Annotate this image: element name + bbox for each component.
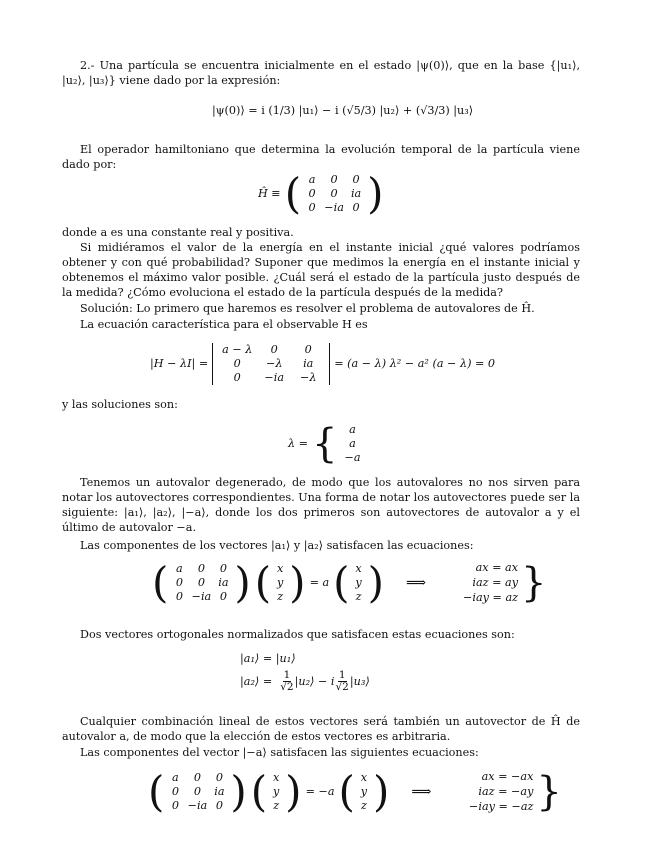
vector-component: x: [360, 771, 368, 784]
matrix-cell: 0: [175, 576, 183, 589]
det-lhs: |H − λI| =: [150, 357, 209, 370]
left-paren: (: [250, 767, 268, 816]
vector-component: y: [277, 576, 284, 589]
det-rhs: = (a − λ) λ² − a² (a − λ) = 0: [334, 357, 496, 370]
implies-arrow: ⟹: [405, 575, 427, 591]
right-paren: ): [285, 767, 302, 816]
matrix-cell: ia: [350, 187, 362, 200]
matrix-cell: 0: [215, 771, 223, 784]
eigenvalue: −a: [344, 451, 361, 464]
matrix-cell: −ia: [191, 590, 212, 603]
eigen-system-1: [152, 558, 547, 607]
vector-a2-lhs: |a₂⟩ =: [240, 674, 273, 688]
numerator: 1: [338, 669, 346, 681]
right-paren: ): [372, 767, 390, 816]
denominator: √2: [335, 681, 349, 693]
vector-component: x: [355, 562, 362, 575]
linear-combination-note: Cualquier combinación lineal de estos vectores será también un autovector de Ĥ de autovalor a, de modo que la elección de estos vectores es arbitraria.: [62, 715, 580, 743]
orthogonal-vectors: [240, 652, 370, 693]
det-cell: 0: [304, 343, 312, 356]
system-lines: [453, 770, 533, 814]
right-paren: ): [234, 558, 251, 607]
degenerate-note: Tenemos un autovalor degenerado, de modo que los autovalores no nos sirven para notar los autovectores correspondientes. Una forma de notar los autovectores puede ser la siguiente: |a₁⟩, |a₂⟩, |−a⟩, donde los dos primeros son autovectores de autovalor a y el último de autovalor −a.: [62, 476, 580, 534]
eq-label: = a: [309, 576, 330, 589]
characteristic-intro: La ecuación característica para el observable H es: [80, 318, 368, 331]
vector-xyz: [267, 771, 285, 813]
solutions-label: y las soluciones son:: [62, 398, 178, 411]
matrix-cell: 0: [197, 562, 205, 575]
left-paren: (: [148, 767, 165, 816]
lambda-lhs: λ =: [288, 437, 309, 450]
orthogonal-intro: Dos vectores ortogonales normalizados que satisfacen estas ecuaciones son:: [80, 628, 515, 641]
eigenvalues-equation: [288, 423, 363, 465]
hamiltonian-intro: El operador hamiltoniano que determina la evolución temporal de la partícula viene dado por:: [62, 143, 580, 171]
vector-a2: [240, 670, 370, 693]
right-paren: ): [289, 558, 306, 607]
right-paren: ): [230, 767, 247, 816]
components-intro: Las componentes de los vectores |a₁⟩ y |a₂⟩ satisfacen las ecuaciones:: [80, 539, 474, 552]
right-paren: ): [367, 169, 384, 218]
matrix-cell: 0: [175, 590, 183, 603]
initial-state-equation: |ψ(0)⟩ = i (1/3) |u₁⟩ − i (√5/3) |u₂⟩ + (√3/3) |u₃⟩: [212, 104, 474, 117]
matrix-cell: 0: [330, 173, 338, 186]
right-brace: }: [521, 560, 547, 606]
eigenvalue: a: [349, 437, 356, 450]
vector-a2-end: |u₃⟩: [349, 674, 370, 688]
matrix-cell: 0: [308, 201, 316, 214]
left-paren: (: [338, 767, 355, 816]
left-brace: {: [312, 421, 338, 467]
det-cell: −λ: [266, 357, 283, 370]
hamiltonian-equation: [258, 169, 384, 218]
matrix-cell: −ia: [187, 799, 208, 812]
vector-component: z: [360, 799, 367, 812]
matrix-cell: 0: [219, 590, 227, 603]
det-cell: 0: [233, 357, 241, 370]
left-paren: (: [333, 558, 350, 607]
det-cell: 0: [233, 371, 241, 384]
vector-a1: |a₁⟩ = |u₁⟩: [240, 652, 296, 665]
system-equation: −iay = az: [463, 591, 519, 604]
matrix-cell: 0: [171, 799, 179, 812]
fraction-2: [335, 670, 348, 693]
matrix-cell: −ia: [324, 201, 344, 214]
vector-component: x: [273, 771, 280, 784]
det-matrix: [212, 343, 330, 385]
system-lines: [448, 561, 518, 605]
vector-xyz: [355, 771, 373, 813]
fraction-1: [280, 670, 293, 693]
right-brace: }: [536, 769, 562, 815]
problem-statement: 2.- Una partícula se encuentra inicialmente en el estado |ψ(0)⟩, que en la base {|u₁⟩, |u₂⟩, |u₃⟩} viene dado por la expresión:: [62, 59, 580, 87]
eigen-system-2: [148, 767, 562, 816]
constant-note: donde a es una constante real y positiva.: [62, 226, 294, 239]
vector-xyz: [271, 562, 289, 604]
system-equation: ax = −ax: [481, 770, 534, 783]
matrix-cell: a: [172, 771, 179, 784]
vector-component: z: [273, 799, 280, 812]
det-cell: ia: [303, 357, 314, 370]
matrix-cell: 0: [308, 187, 316, 200]
matrix-cell: 0: [193, 785, 201, 798]
system-equation: −iay = −az: [469, 800, 534, 813]
vector-component: x: [277, 562, 284, 575]
numerator: 1: [283, 669, 291, 681]
implies-arrow: ⟹: [411, 784, 432, 800]
solution-intro: Solución: Lo primero que haremos es resolver el problema de autovalores de Ĥ.: [80, 302, 535, 315]
matrix-cell: 0: [219, 562, 227, 575]
vector-component: y: [360, 785, 368, 798]
hamiltonian-symbol: Ĥ ≡: [258, 187, 281, 200]
matrix-cell: a: [308, 173, 316, 186]
matrix-cell: a: [176, 562, 183, 575]
vector-component: z: [277, 590, 284, 603]
left-paren: (: [284, 169, 302, 218]
vector-component: y: [273, 785, 280, 798]
eq-label: = −a: [305, 785, 335, 798]
eigenvalues-list: [341, 423, 363, 465]
matrix-h-1: [168, 562, 234, 604]
det-cell: 0: [270, 343, 278, 356]
matrix-cell: 0: [193, 771, 201, 784]
question-text: Si midiéramos el valor de la energía en el instante inicial ¿qué valores podríamos obtener y con qué probabilidad? Suponer que medimos la energía en el instante inicial y obtenemos el máximo valor posible. ¿Cuál será el estado de la partícula justo después de la medida? ¿Cómo evoluciona el estado de la partícula después de la medida?: [62, 241, 580, 299]
minus-a-intro: Las componentes del vector |−a⟩ satisfacen las siguientes ecuaciones:: [80, 746, 479, 759]
system-equation: ax = ax: [475, 561, 519, 574]
vector-a2-mid: |u₂⟩ − i: [294, 674, 335, 688]
hamiltonian-matrix: [301, 173, 367, 215]
matrix-cell: ia: [214, 785, 225, 798]
vector-xyz: [350, 562, 368, 604]
system-equation: iaz = ay: [472, 576, 519, 589]
right-paren: ): [367, 558, 384, 607]
matrix-cell: ia: [218, 576, 229, 589]
matrix-cell: 0: [171, 785, 179, 798]
matrix-cell: 0: [352, 173, 360, 186]
det-cell: a − λ: [222, 343, 253, 356]
left-paren: (: [254, 558, 272, 607]
vector-component: y: [355, 576, 362, 589]
characteristic-equation: [150, 343, 495, 385]
denominator: √2: [280, 681, 294, 693]
eigenvalue: a: [349, 423, 356, 436]
matrix-cell: 0: [197, 576, 205, 589]
matrix-h-2: [164, 771, 230, 813]
det-cell: −λ: [300, 371, 317, 384]
det-cell: −ia: [264, 371, 285, 384]
matrix-cell: 0: [215, 799, 223, 812]
matrix-cell: 0: [330, 187, 338, 200]
matrix-cell: 0: [352, 201, 360, 214]
system-equation: iaz = −ay: [478, 785, 534, 798]
left-paren: (: [152, 558, 169, 607]
vector-component: z: [355, 590, 362, 603]
